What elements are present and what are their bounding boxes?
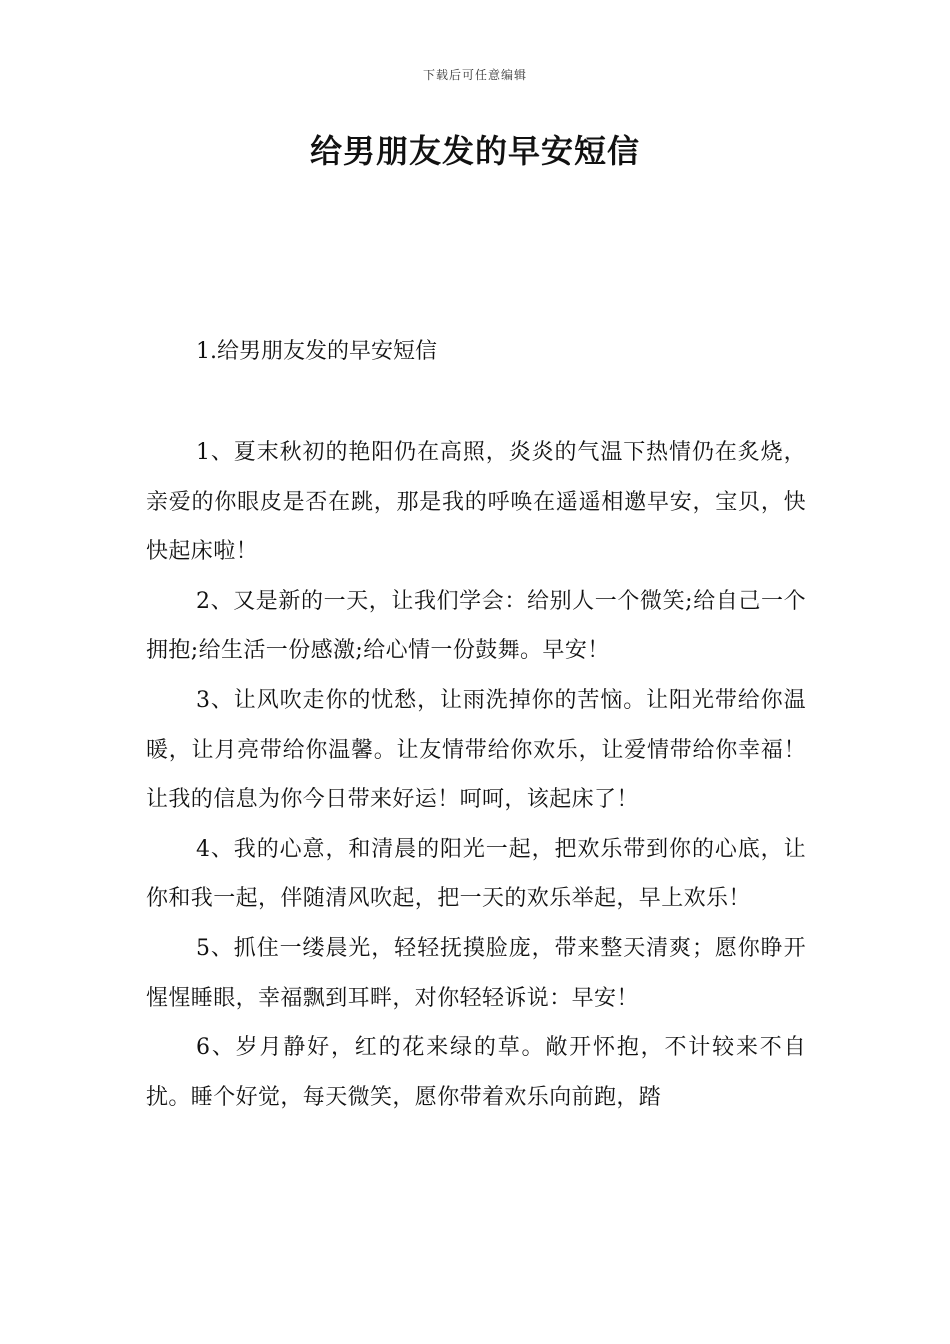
header-note: 下载后可任意编辑 xyxy=(422,68,527,82)
section-heading: 1.给男朋友发的早安短信 xyxy=(196,339,437,364)
paragraph: 4、我的心意，和清晨的阳光一起，把欢乐带到你的心底，让你和我一起，伴随清风吹起，把一天的欢乐举起，早上欢乐！ xyxy=(146,836,806,912)
paragraph: 2、又是新的一天，让我们学会：给别人一个微笑;给自己一个拥抱;给生活一份感激;给心情一份鼓舞。早安！ xyxy=(146,588,806,664)
paragraph: 5、抓住一缕晨光，轻轻抚摸脸庞，带来整天清爽；愿你睁开惺惺睡眼，幸福飘到耳畔，对你轻轻诉说：早安！ xyxy=(146,935,806,1011)
document-body xyxy=(146,428,806,1122)
paragraph: 3、让风吹走你的忧愁，让雨洗掉你的苦恼。让阳光带给你温暖，让月亮带给你温馨。让友情带给你欢乐，让爱情带给你幸福！让我的信息为你今日带来好运！呵呵，该起床了！ xyxy=(146,687,806,813)
paragraph: 1、夏末秋初的艳阳仍在高照，炎炎的气温下热情仍在炙烧，亲爱的你眼皮是否在跳，那是我的呼唤在遥遥相邀早安，宝贝，快快起床啦！ xyxy=(146,440,806,565)
document-title: 给男朋友发的早安短信 xyxy=(309,132,640,170)
paragraph: 6、岁月静好，红的花来绿的草。敞开怀抱，不计较来不自扰。睡个好觉，每天微笑，愿你带着欢乐向前跑，踏 xyxy=(146,1035,806,1110)
